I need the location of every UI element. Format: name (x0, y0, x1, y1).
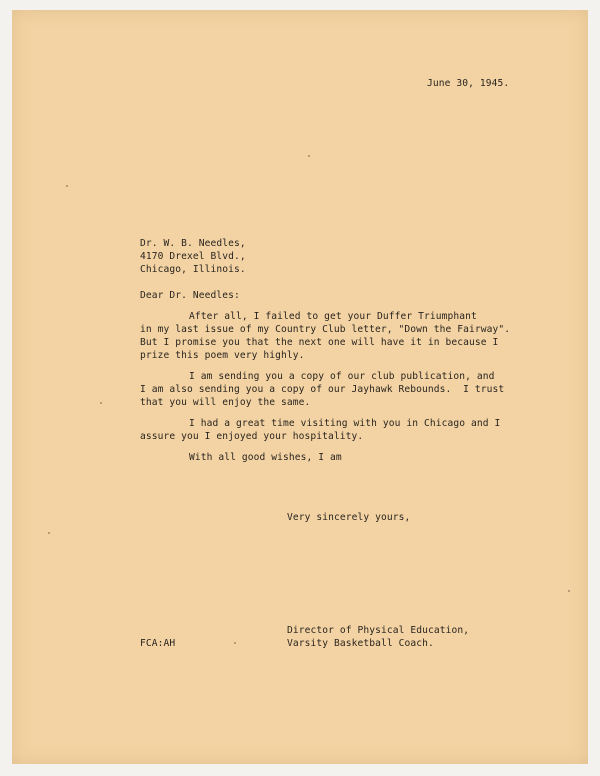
letter-date: June 30, 1945. (427, 78, 510, 89)
recipient-city: Chicago, Illinois. (140, 264, 246, 275)
recipient-street: 4170 Drexel Blvd., (140, 251, 246, 262)
paper-speck (48, 532, 50, 534)
paragraph-1-line-1: After all, I failed to get your Duffer Triumphant (189, 311, 477, 322)
signature-title-line-2: Varsity Basketball Coach. (287, 638, 434, 649)
recipient-name: Dr. W. B. Needles, (140, 238, 246, 249)
paper-speck (234, 642, 236, 644)
paragraph-2-line-2: I am also sending you a copy of our Jayhawk Rebounds. I trust (140, 384, 505, 395)
paper-speck (308, 155, 310, 157)
paper-speck (66, 185, 68, 187)
letter-page (12, 10, 588, 764)
paragraph-1-line-4: prize this poem very highly. (140, 350, 305, 361)
typist-initials: FCA:AH (140, 638, 176, 649)
paragraph-1-line-3: But I promise you that the next one will have it in because I (140, 337, 499, 348)
signature-title-line-1: Director of Physical Education, (287, 625, 470, 636)
closing: Very sincerely yours, (287, 512, 411, 523)
paper-speck (100, 402, 102, 404)
paragraph-2-line-3: that you will enjoy the same. (140, 397, 311, 408)
paragraph-3-line-1: I had a great time visiting with you in Chicago and I (189, 418, 501, 429)
paragraph-1-line-2: in my last issue of my Country Club letter, "Down the Fairway". (140, 324, 511, 335)
paragraph-4: With all good wishes, I am (189, 452, 342, 463)
paragraph-2-line-1: I am sending you a copy of our club publication, and (189, 371, 495, 382)
paper-speck (568, 590, 570, 592)
salutation: Dear Dr. Needles: (140, 290, 240, 301)
paragraph-3-line-2: assure you I enjoyed your hospitality. (140, 431, 364, 442)
